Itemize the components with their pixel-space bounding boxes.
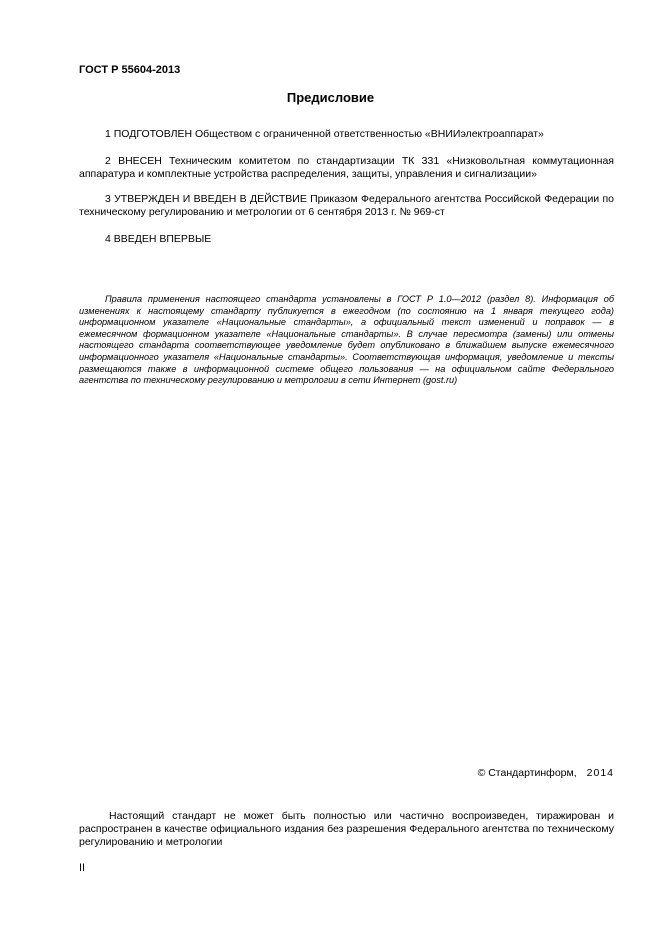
foreword-paragraph-approved: 3 УТВЕРЖДЕН И ВВЕДЕН В ДЕЙСТВИЕ Приказом Федерального агентства Российской Федерации по техническому регулированию и метрологии от 6 сентября 2013 г. № 969-ст [79,193,614,218]
copyright-holder: © Стандартинформ, [477,767,577,779]
copyright-year: 2014 [586,767,614,779]
page-number: II [79,862,86,874]
copyright-line [478,767,614,779]
standard-code-header: ГОСТ Р 55604-2013 [79,64,181,76]
application-rules-note: Правила применения настоящего стандарта установлены в ГОСТ Р 1.0—2012 (раздел 8). Информация об изменениях к настоящему стандарту публикуется в ежегодном (по состоянию на 1 января текущего года) информационном указателе «Национальные стандарты», а официальный текст изменений и поправок — в ежемесячном формационном указателе «Национальные стандарты». В случае пересмотра (замены) или отмены настоящего стандарта соответствующее уведомление будет опубликовано в ближайшем выпуске ежемесячного информационного указателя «Национальные стандарты». Соответствующая информация, уведомление и тексты размещаются также в информационной системе общего пользования — на официальном сайте Федерального агентства по техническому регулированию и метрологии в сети Интернет (gost.ru) [79,294,614,386]
foreword-paragraph-introduced: 2 ВНЕСЕН Техническим комитетом по стандартизации ТК 331 «Низковольтная коммутационная аппаратура и комплектные устройства распределения, защиты, управления и сигнализации» [79,155,614,180]
reproduction-legal-notice: Настоящий стандарт не может быть полностью или частично воспроизведен, тиражирован и распространен в качестве официального издания без разрешения Федерального агентства по техническому регулированию и метрологии [79,810,614,848]
page-title: Предисловие [286,90,375,105]
foreword-paragraph-prepared: 1 ПОДГОТОВЛЕН Обществом с ограниченной ответственностью «ВНИИэлектроаппарат» [105,128,544,140]
foreword-paragraph-first-introduced: 4 ВВЕДЕН ВПЕРВЫЕ [105,233,212,245]
